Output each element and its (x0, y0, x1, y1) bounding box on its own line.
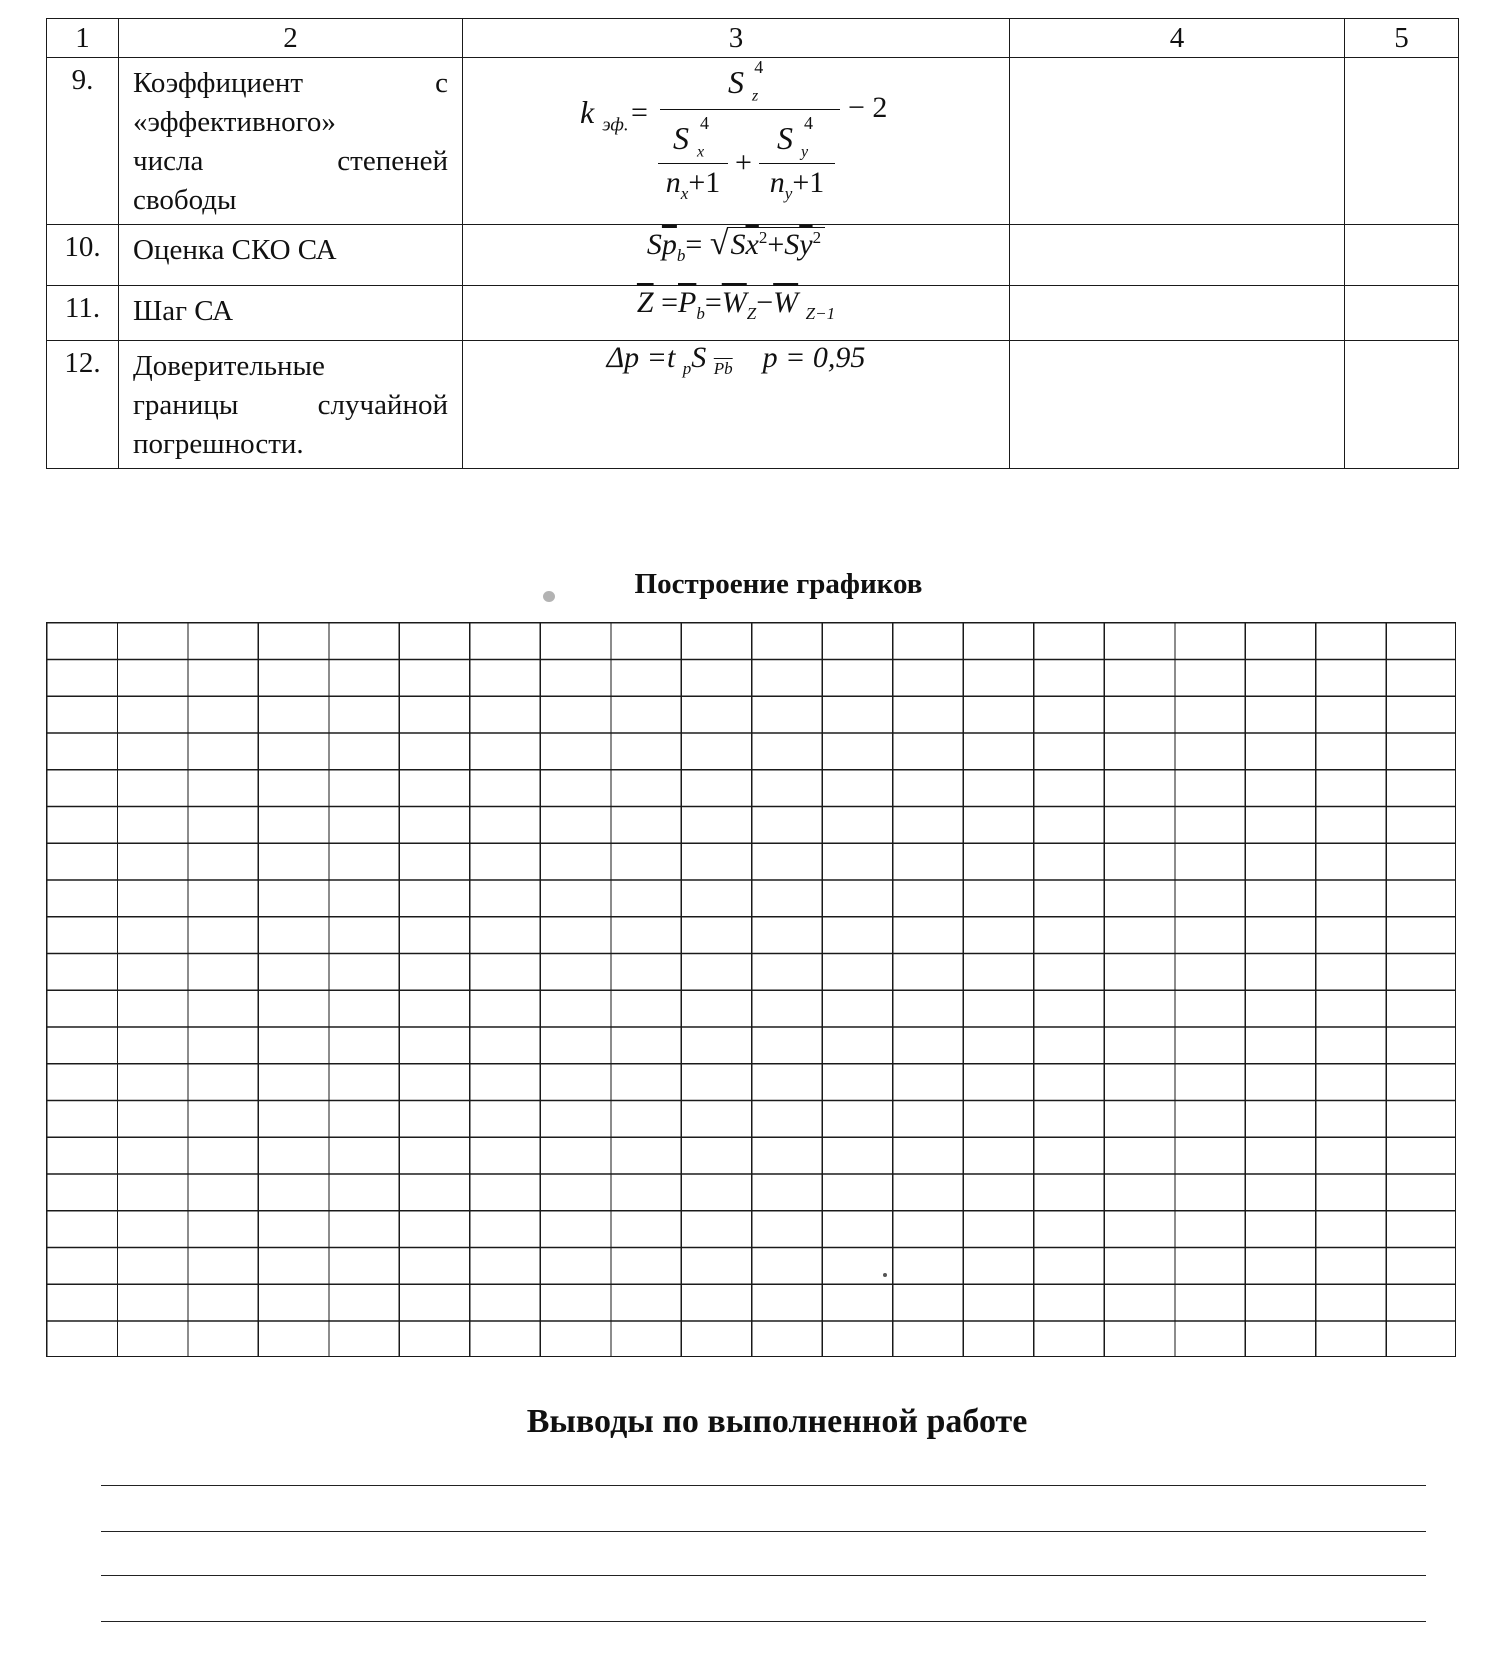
parameter-name (119, 341, 463, 469)
fraction-bar (660, 109, 840, 110)
formula-plus: + (735, 146, 752, 179)
table-row (47, 225, 1459, 286)
header-cell-4: 4 (1010, 19, 1345, 58)
table-header-row (47, 19, 1459, 58)
parameter-line: Коэффициент с (133, 67, 448, 99)
value-cell-col5[interactable] (1345, 225, 1459, 286)
sca-step-formula: $\overline{Z} =\overline{P}_b=\overline{W}_Z-\overline{W}$ $_{Z-1}$ (636, 286, 836, 323)
header-cell-2: 2 (119, 19, 463, 58)
sca-std-formula: $S\overline{p}_b= √S\overline{x}^2+S\overline{y}^2$ (647, 228, 825, 261)
value-cell-col5[interactable] (1345, 58, 1459, 225)
row-number: 12. (47, 341, 119, 469)
writing-line[interactable] (101, 1575, 1426, 1576)
header-cell-5: 5 (1345, 19, 1459, 58)
value-cell-col5[interactable] (1345, 341, 1459, 469)
formula-minus-two: − 2 (848, 91, 888, 124)
parameter-line: свободы (133, 184, 237, 216)
writing-line[interactable] (101, 1485, 1426, 1486)
value-cell-col5[interactable] (1345, 286, 1459, 341)
value-cell-col4[interactable] (1010, 286, 1345, 341)
denominator-fraction-x: S $_x^4$ $n_x+1$ (658, 120, 728, 204)
parameter-line: Доверительные (133, 350, 325, 382)
header-cell-3: 3 (463, 19, 1010, 58)
parameter-name: Оценка СКО СА (119, 225, 463, 286)
row-number: 11. (47, 286, 119, 341)
parameter-line: погрешности. (133, 428, 304, 460)
results-table (46, 18, 1459, 469)
graph-grid[interactable] (46, 622, 1456, 1357)
parameter-name (119, 58, 463, 225)
confidence-bounds-formula: Δp =t $_p$S $_{\overline{Pb}}$ p = 0,95 (606, 341, 866, 378)
formula-numerator: S $_z^4$ (728, 57, 764, 105)
parameter-name: Шаг СА (119, 286, 463, 341)
formula-cell (463, 341, 1010, 469)
writing-line[interactable] (101, 1621, 1426, 1622)
value-cell-col4[interactable] (1010, 341, 1345, 469)
denominator-fraction-y: S $_y^4$ $n_y+1$ (759, 120, 835, 204)
ink-speck (883, 1273, 887, 1277)
formula-equals: = (631, 96, 648, 129)
table-row (47, 286, 1459, 341)
parameter-line: числа степеней (133, 145, 448, 177)
row-number: 10. (47, 225, 119, 286)
formula-cell (463, 58, 1010, 225)
parameter-line: «эффективного» (133, 106, 336, 138)
parameter-line: границы случайной (133, 389, 448, 421)
writing-line[interactable] (101, 1531, 1426, 1532)
table-row (47, 58, 1459, 225)
value-cell-col4[interactable] (1010, 225, 1345, 286)
value-cell-col4[interactable] (1010, 58, 1345, 225)
effective-dof-formula (463, 58, 1009, 218)
conclusions-title: Выводы по выполненной работе (526, 1403, 1028, 1440)
formula-cell (463, 286, 1010, 341)
header-cell-1: 1 (47, 19, 119, 58)
formula-cell (463, 225, 1010, 286)
table-row (47, 341, 1459, 469)
graph-section-title: Построение графиков (634, 568, 923, 600)
row-number: 9. (47, 58, 119, 225)
formula-lhs: k $_{эф.}$ (580, 94, 629, 136)
